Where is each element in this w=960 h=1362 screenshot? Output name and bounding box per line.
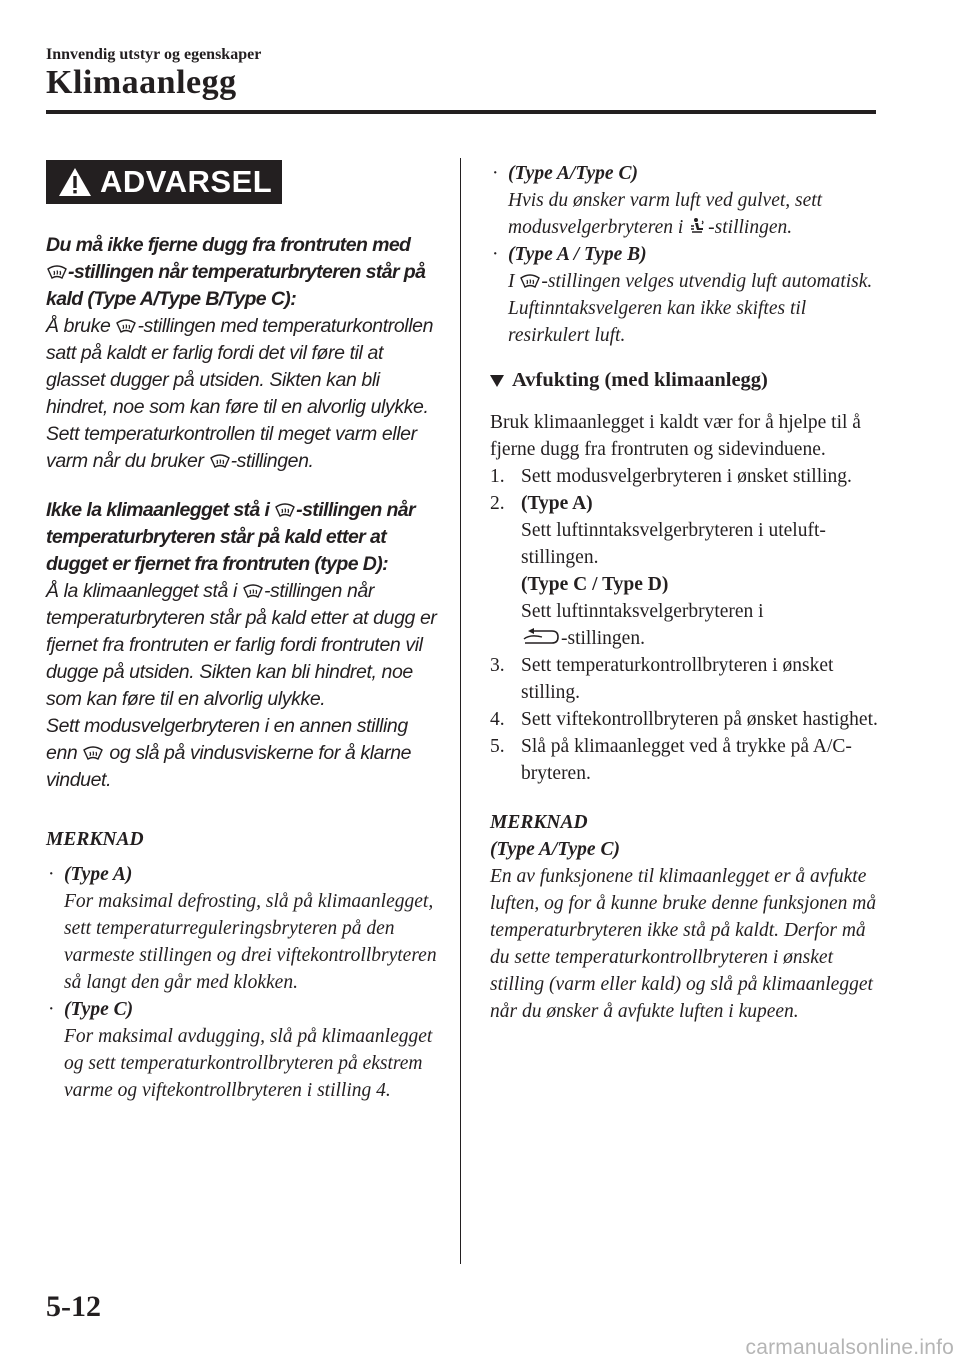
step-text: Sett viftekontrollbryteren på ønsket hastighet. (521, 709, 878, 730)
step-number: 5. (490, 736, 505, 757)
step-number: 1. (490, 466, 505, 487)
page-title: Klimaanlegg (46, 64, 237, 101)
note-item-text: For maksimal avdugging, slå på klimaanlegget og sett temperaturkontrollbryteren på ekstrem varme og viftekontrollbryteren i stilling 4. (64, 1026, 433, 1101)
warning-body-2-text-b: -stillingen når temperaturbryteren står på kald etter at dugg er fjernet fra frontruten er farlig fordi frontruten vil dugge på utsiden. Sikten kan bli hindret, noe som kan føre til en alvorlig ulykke. (46, 580, 437, 710)
step-subheading: (Type C / Type D) (521, 574, 669, 595)
windshield-defrost-icon (210, 453, 230, 469)
step-text: -stillingen. (561, 628, 645, 649)
warning-heading-1 (46, 232, 438, 313)
note-item-text-a: Hvis du ønsker varm luft ved gulvet, sett modusvelgerbryteren i (508, 190, 823, 238)
header-section-label: Innvendig utstyr og egenskaper (46, 46, 262, 63)
note-item-text-b: -stillingen. (708, 217, 793, 238)
note-item-text-a: I (508, 271, 515, 292)
step-item (490, 652, 885, 706)
note-item-title: (Type A) (64, 864, 133, 885)
step-number: 4. (490, 709, 505, 730)
note-item-title: (Type A/Type C) (508, 163, 638, 184)
windshield-defrost-icon (47, 264, 67, 280)
watermark: carmanualsonline.info (745, 1336, 954, 1359)
note-item (490, 160, 885, 241)
note-heading: MERKNAD (490, 812, 588, 833)
warning-body-2 (46, 578, 438, 794)
note-heading: MERKNAD (46, 829, 144, 850)
windshield-defrost-icon (116, 318, 136, 334)
warning-body-1-text-a: Å bruke (46, 315, 111, 337)
header-divider (46, 110, 876, 114)
section-heading (490, 365, 885, 395)
windshield-defrost-icon (520, 273, 540, 289)
warning-body-1 (46, 313, 438, 475)
warning-heading-2-text-b: -stillingen når temperaturbryteren står på kald etter at dugget er fjernet fra frontruten (type D): (46, 499, 416, 575)
warning-heading-2-text-a: Ikke la klimaanlegget stå i (46, 499, 270, 521)
warning-heading-2 (46, 497, 438, 578)
warning-body-1-text-b: -stillingen med temperaturkontrollen satt på kaldt er farlig fordi det vil føre til at glasset dugger på utsiden. Sikten kan bli hindret, noe som kan føre til en alvorlig ulykke. Sett temperaturkontrollen til meget varm eller varm når du bruker (46, 315, 434, 472)
step-text: Sett luftinntaksvelgerbryteren i (521, 601, 764, 622)
step-item (490, 463, 885, 490)
windshield-defrost-icon (83, 745, 103, 761)
section-heading-text: Avfukting (med klimaanlegg) (512, 369, 768, 391)
column-divider (460, 158, 461, 1264)
step-text: Sett temperaturkontrollbryteren i ønsket stilling. (521, 655, 834, 703)
section-intro: Bruk klimaanlegget i kaldt vær for å hjelpe til å fjerne dugg fra frontruten og sidevinduene. (490, 412, 861, 460)
warning-body-2-text-a: Å la klimaanlegget stå i (46, 580, 237, 602)
step-item (490, 706, 885, 733)
windshield-defrost-icon (243, 583, 263, 599)
warning-body-2-text-d: og slå på vindusviskerne for å klarne vinduet. (46, 742, 412, 791)
bullet-dot: · (48, 999, 55, 1020)
steps-list (490, 463, 885, 787)
bullet-dot: · (48, 864, 55, 885)
step-number: 3. (490, 655, 505, 676)
warning-body-2-text-c: Sett modusvelgerbryteren i en annen stilling enn (46, 715, 408, 764)
page-number: 5-12 (46, 1290, 101, 1323)
note-item-text-b: -stillingen velges utvendig luft automatisk. Luftinntaksvelgeren kan ikke skiftes til resirkulert luft. (508, 271, 873, 346)
step-text: Sett luftinntaksvelgerbryteren i uteluft-stillingen. (521, 520, 826, 568)
left-column (46, 160, 438, 1104)
warning-body-1-text-c: -stillingen. (230, 450, 314, 472)
note-item-text: For maksimal defrosting, slå på klimaanlegget, sett temperaturreguleringsbryteren på den varmeste stillingen og drei viftekontrollbryteren så langt den går med klokken. (64, 891, 437, 993)
note-item-title: (Type C) (64, 999, 134, 1020)
warning-heading-1-text-b: -stillingen når temperaturbryteren står på kald (Type A/Type B/Type C): (46, 261, 426, 310)
note-item (46, 861, 438, 996)
note-subheading: (Type A/Type C) (490, 839, 620, 860)
step-subheading: (Type A) (521, 493, 593, 514)
floor-defrost-icon (689, 217, 707, 235)
windshield-defrost-icon (275, 502, 295, 518)
step-item (490, 733, 885, 787)
section-triangle-icon (490, 373, 504, 387)
step-item (490, 490, 885, 652)
step-text: Sett modusvelgerbryteren i ønsket stilling. (521, 466, 852, 487)
bullet-dot: · (492, 244, 499, 265)
note-text: En av funksjonene til klimaanlegget er å avfukte luften, og for å kunne bruke denne funksjonen må temperaturbryteren ikke stå på kaldt. Derfor må du sette temperaturkontrollbryteren i ønsket stilling (varm eller kald) og slå på klimaanlegget når du ønsker å avfukte luften i kupeen. (490, 866, 877, 1022)
warning-badge (46, 160, 282, 204)
right-column (490, 160, 885, 1025)
warning-badge-label: ADVARSEL (100, 164, 273, 199)
step-text: Slå på klimaanlegget ved å trykke på A/C-bryteren. (521, 736, 852, 784)
recirculate-air-icon (522, 628, 560, 646)
bullet-dot: · (492, 163, 499, 184)
step-number: 2. (490, 493, 505, 514)
warning-triangle-icon (58, 167, 92, 197)
note-item-title: (Type A / Type B) (508, 244, 647, 265)
note-item (46, 996, 438, 1104)
warning-heading-1-text-a: Du må ikke fjerne dugg fra frontruten med (46, 234, 411, 256)
note-item (490, 241, 885, 349)
